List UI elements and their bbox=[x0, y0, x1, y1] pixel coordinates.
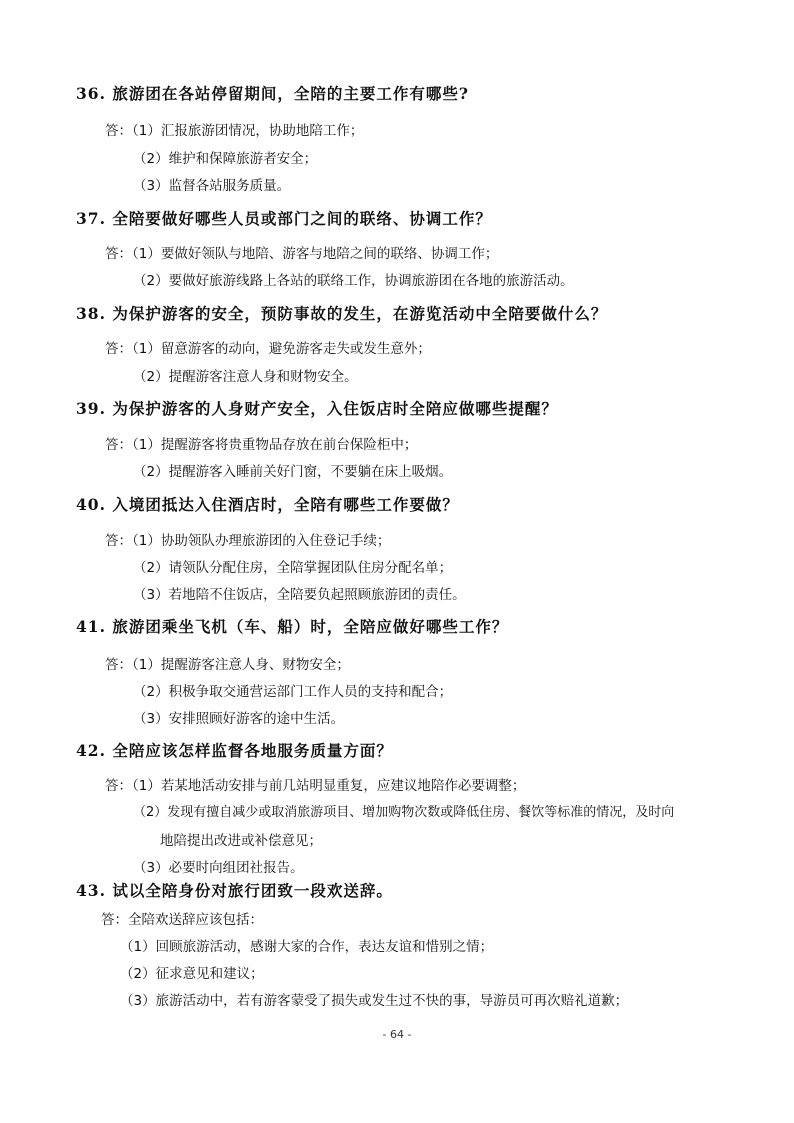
answer-36-line-3: （3）监督各站服务质量。 bbox=[133, 178, 291, 194]
answer-43-line-2: （1）回顾旅游活动，感谢大家的合作，表达友谊和惜别之情； bbox=[120, 939, 494, 955]
answer-41-line-2: （2）积极争取交通营运部门工作人员的支持和配合； bbox=[133, 684, 453, 700]
question-41: 41. 旅游团乘坐飞机（车、船）时，全陪应做好哪些工作？ bbox=[76, 617, 509, 636]
answer-36-line-2: （2）维护和保障旅游者安全； bbox=[133, 151, 318, 167]
answer-41-line-1: 答：（1）提醒游客注意人身、财物安全； bbox=[105, 657, 350, 673]
answer-39-line-1: 答：（1）提醒游客将贵重物品存放在前台保险柜中； bbox=[105, 437, 418, 453]
question-38: 38. 为保护游客的安全，预防事故的发生，在游览活动中全陪要做什么？ bbox=[76, 304, 608, 323]
answer-42-line-3: 地陪提出改进或补偿意见； bbox=[160, 833, 322, 849]
answer-42-line-1: 答：（1）若某地活动安排与前几站明显重复，应建议地陪作必要调整； bbox=[105, 778, 526, 794]
question-43: 43. 试以全陪身份对旅行团致一段欢送辞。 bbox=[76, 881, 393, 900]
answer-40-line-3: （3）若地陪不住饭店，全陪要负起照顾旅游团的责任。 bbox=[133, 587, 466, 603]
answer-39-line-2: （2）提醒游客入睡前关好门窗，不要躺在床上吸烟。 bbox=[133, 464, 453, 480]
answer-42-line-2: （2）发现有擅自减少或取消旅游项目、增加购物次数或降低住房、餐饮等标准的情况，及时向 bbox=[133, 805, 675, 820]
answer-41-line-3: （3）安排照顾好游客的途中生活。 bbox=[133, 711, 345, 727]
question-37: 37. 全陪要做好哪些人员或部门之间的联络、协调工作？ bbox=[76, 209, 492, 228]
answer-37-line-1: 答：（1）要做好领队与地陪、游客与地陪之间的联络、协调工作； bbox=[105, 246, 499, 262]
answer-38-line-1: 答：（1）留意游客的动向，避免游客走失或发生意外； bbox=[105, 341, 431, 357]
question-42: 42. 全陪应该怎样监督各地服务质量方面？ bbox=[76, 741, 393, 760]
question-40: 40. 入境团抵达入住酒店时，全陪有哪些工作要做？ bbox=[76, 495, 459, 514]
answer-42-line-4: （3）必要时向组团社报告。 bbox=[133, 860, 304, 876]
answer-37-line-2: （2）要做好旅游线路上各站的联络工作，协调旅游团在各地的旅游活动。 bbox=[133, 273, 574, 289]
page-number: - 64 - bbox=[382, 1028, 412, 1041]
question-39: 39. 为保护游客的人身财产安全，入住饭店时全陪应做哪些提醒？ bbox=[76, 399, 558, 418]
answer-40-line-1: 答：（1）协助领队办理旅游团的入住登记手续； bbox=[105, 533, 391, 549]
answer-43-line-1: 答：全陪欢送辞应该包括： bbox=[101, 912, 263, 928]
question-36: 36. 旅游团在各站停留期间，全陪的主要工作有哪些? bbox=[76, 84, 469, 103]
answer-43-line-3: （2）征求意见和建议； bbox=[120, 966, 264, 982]
answer-38-line-2: （2）提醒游客注意人身和财物安全。 bbox=[133, 369, 358, 385]
answer-40-line-2: （2）请领队分配住房，全陪掌握团队住房分配名单； bbox=[133, 560, 453, 576]
answer-36-line-1: 答：（1）汇报旅游团情况，协助地陪工作； bbox=[105, 123, 364, 139]
answer-43-line-4: （3）旅游活动中，若有游客蒙受了损失或发生过不快的事，导游员可再次赔礼道歉； bbox=[120, 993, 629, 1009]
